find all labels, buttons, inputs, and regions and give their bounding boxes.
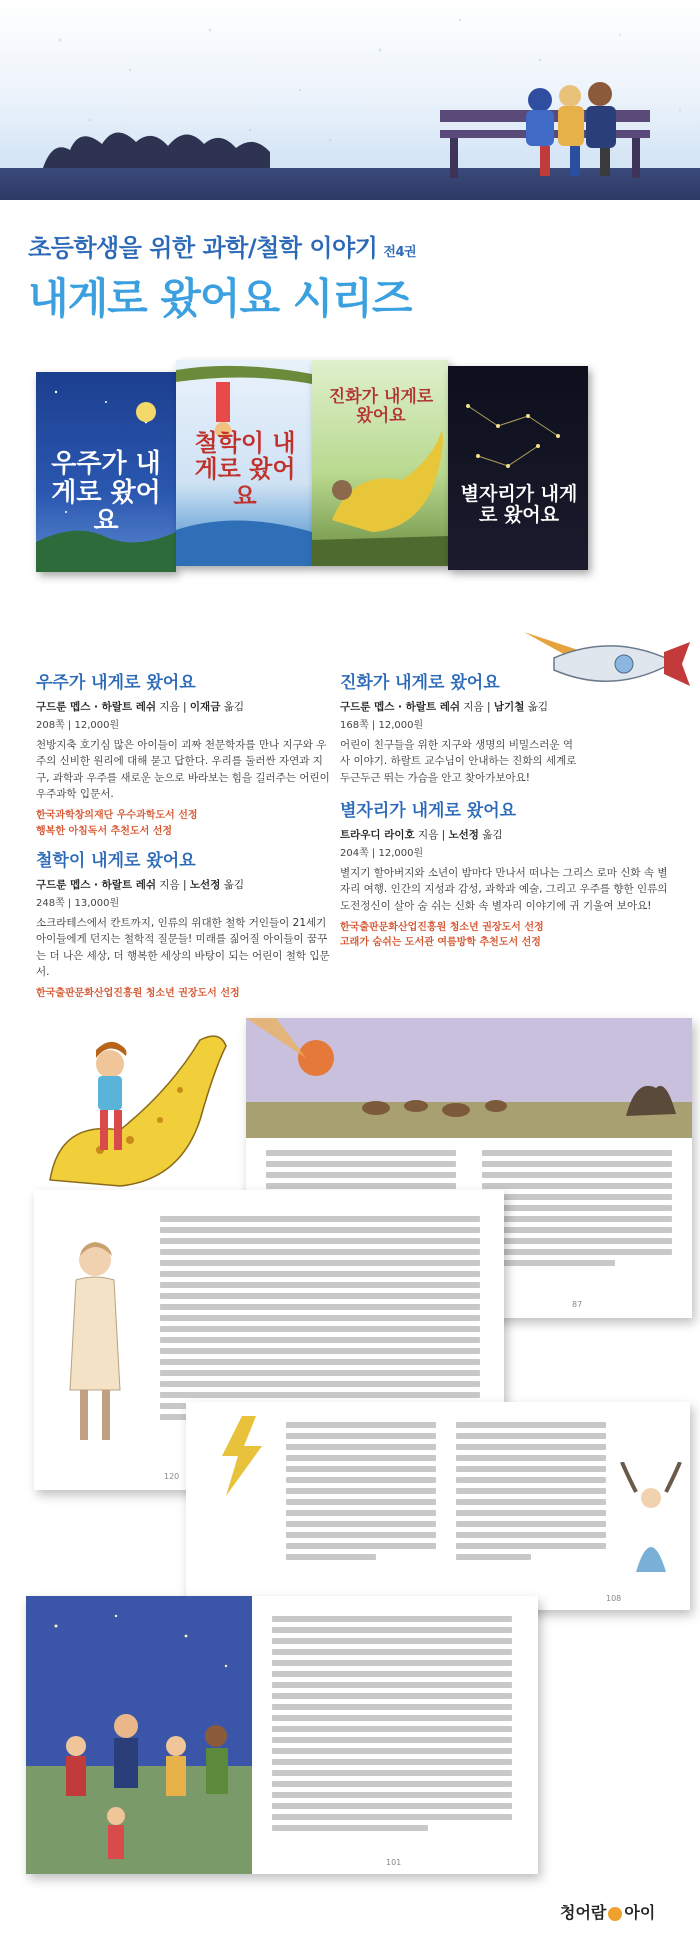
- spread-4-text: [272, 1616, 512, 1836]
- book-authors: 구드룬 멥스 · 하랄트 레쉬: [36, 701, 157, 713]
- book-awards: [36, 986, 336, 1002]
- translator-role: 옮김: [223, 701, 244, 713]
- book-title: 우주가 내게로 왔어요: [36, 673, 196, 693]
- author-role: 지음: [418, 829, 439, 841]
- translator-role: 옮김: [223, 879, 244, 891]
- book-credits: 구드룬 멥스 · 하랄트 레쉬 지음 | 이재금 옮김: [36, 701, 244, 713]
- author-role: 지음: [159, 879, 180, 891]
- dinosaur-girl-illustration: [30, 1010, 250, 1210]
- book-info-evolution: [340, 668, 580, 786]
- publisher-logo: [560, 1900, 690, 1923]
- spread-3-left-text: [286, 1422, 436, 1565]
- award-item: 행복한 아침독서 추천도서 선정: [36, 825, 173, 837]
- sample-spread-4: [26, 1596, 538, 1874]
- book-description: 소크라테스에서 칸트까지, 인류의 위대한 철학 거인들이 21세기 아이들에게 던지는 철학적 질문들! 미래를 짊어질 아이들이 꿈꾸는 더 나은 세상, 더 행복한 세상의 바탕이 되는 어린이 철학 입문서.: [36, 917, 330, 978]
- translator-role: 옮김: [482, 829, 503, 841]
- spread-1-illustration: [246, 1018, 692, 1138]
- book-awards: [340, 920, 670, 951]
- book-awards: [36, 808, 336, 839]
- book-pages-price: 204쪽 | 12,000원: [340, 848, 424, 859]
- logo-dot-icon: [608, 1907, 622, 1921]
- award-item: 한국출판문화산업진흥원 청소년 권장도서 선정: [36, 988, 240, 1000]
- cover-philosophy-title: 철학이 내게로 왔어요: [194, 429, 296, 510]
- author-role: 지음: [463, 701, 484, 713]
- cover-universe-title: 우주가 내게로 왔어요: [51, 449, 161, 537]
- logo-left-text: 청어람: [560, 1903, 607, 1922]
- volume-count: 전4권: [383, 245, 417, 260]
- book-pages-price: 168쪽 | 12,000원: [340, 720, 424, 731]
- book-pages-price: 208쪽 | 12,000원: [36, 720, 120, 731]
- page-number: 87: [572, 1300, 583, 1309]
- sample-spread-3: [186, 1402, 690, 1610]
- cover-universe[interactable]: [36, 372, 176, 572]
- page-number: 120: [164, 1472, 180, 1481]
- book-info-universe: [36, 668, 336, 839]
- subtitle-text: 초등학생을 위한 과학/철학 이야기: [28, 234, 378, 262]
- book-pages-price: 248쪽 | 13,000원: [36, 898, 120, 909]
- lightning-illustration: [202, 1416, 282, 1496]
- spread-3-figure-illustration: [616, 1462, 686, 1582]
- book-authors: 트라우디 라이호: [340, 829, 415, 841]
- page-number: 108: [606, 1594, 622, 1603]
- book-credits: 구드룬 멥스 · 하랄트 레쉬 지음 | 남기철 옮김: [340, 701, 548, 713]
- book-description: 어린이 친구들을 위한 지구와 생명의 비밀스러운 역사 이야기. 하랄트 교수님이 안내하는 진화의 세계로 두근두근 뛰는 가슴을 안고 찾아가보아요!: [340, 739, 577, 784]
- book-title: 별자리가 내게로 왔어요: [340, 801, 517, 821]
- cover-evolution[interactable]: [312, 360, 448, 566]
- book-description: 별지기 할아버지와 소년이 밤마다 만나서 떠나는 그리스 로마 신화 속 별자리 여행. 인간의 지성과 감성, 과학과 예술, 그리고 우주를 향한 인류의 도전정신이 살아 숨 쉬는 신화 속 별자리 이야기에 귀 기울여 보아요!: [340, 867, 668, 912]
- cover-constellation-title: 별자리가 내게로 왔어요: [460, 483, 578, 526]
- book-info-constellation: [340, 796, 670, 951]
- translator-role: 옮김: [527, 701, 548, 713]
- book-translator: 이재금: [189, 701, 221, 713]
- spread-2-figure-illustration: [40, 1230, 150, 1450]
- spread-4-illustration: [26, 1596, 252, 1874]
- book-title: 철학이 내게로 왔어요: [36, 851, 196, 871]
- spread-2-text: [160, 1216, 480, 1425]
- cover-constellation-art: [448, 366, 588, 570]
- bench-characters-illustration: [420, 70, 660, 190]
- award-item: 한국출판문화산업진흥원 청소년 권장도서 선정: [340, 921, 544, 933]
- cover-evolution-title: 진화가 내게로 왔어요: [328, 387, 434, 426]
- series-title: 내게로 왔어요 시리즈: [28, 274, 412, 323]
- book-authors: 구드룬 멥스 · 하랄트 레쉬: [36, 879, 157, 891]
- spread-1-right-text: [482, 1150, 672, 1271]
- spread-3-right-text: [456, 1422, 606, 1565]
- series-subtitle: [28, 228, 688, 263]
- page-number: 101: [386, 1858, 402, 1867]
- logo-right-text: 아이: [624, 1903, 656, 1922]
- book-info-philosophy: [36, 846, 336, 1002]
- book-authors: 구드룬 멥스 · 하랄트 레쉬: [340, 701, 461, 713]
- award-item: 고래가 숨쉬는 도서관 여름방학 추천도서 선정: [340, 937, 541, 949]
- book-translator: 남기철: [493, 701, 525, 713]
- book-translator: 노선정: [448, 829, 479, 841]
- cover-constellation[interactable]: [448, 366, 588, 570]
- author-role: 지음: [159, 701, 180, 713]
- book-translator: 노선정: [189, 879, 221, 891]
- book-credits: 트라우디 라이호 지음 | 노선정 옮김: [340, 829, 503, 841]
- book-title: 진화가 내게로 왔어요: [340, 673, 500, 693]
- hero-illustration: [0, 0, 700, 200]
- award-item: 한국과학창의재단 우수과학도서 선정: [36, 810, 198, 822]
- cover-philosophy[interactable]: [176, 360, 312, 566]
- book-description: 천방지축 호기심 많은 아이들이 괴짜 천문학자를 만나 지구와 우주의 신비한 원리에 대해 묻고 답한다. 우리를 둘러싼 자연과 지구, 과학과 우주를 새로운 눈으로 바라보는 힘을 길러주는 어린이 우주과학 입문서.: [36, 739, 330, 800]
- book-credits: 구드룬 멥스 · 하랄트 레쉬 지음 | 노선정 옮김: [36, 879, 244, 891]
